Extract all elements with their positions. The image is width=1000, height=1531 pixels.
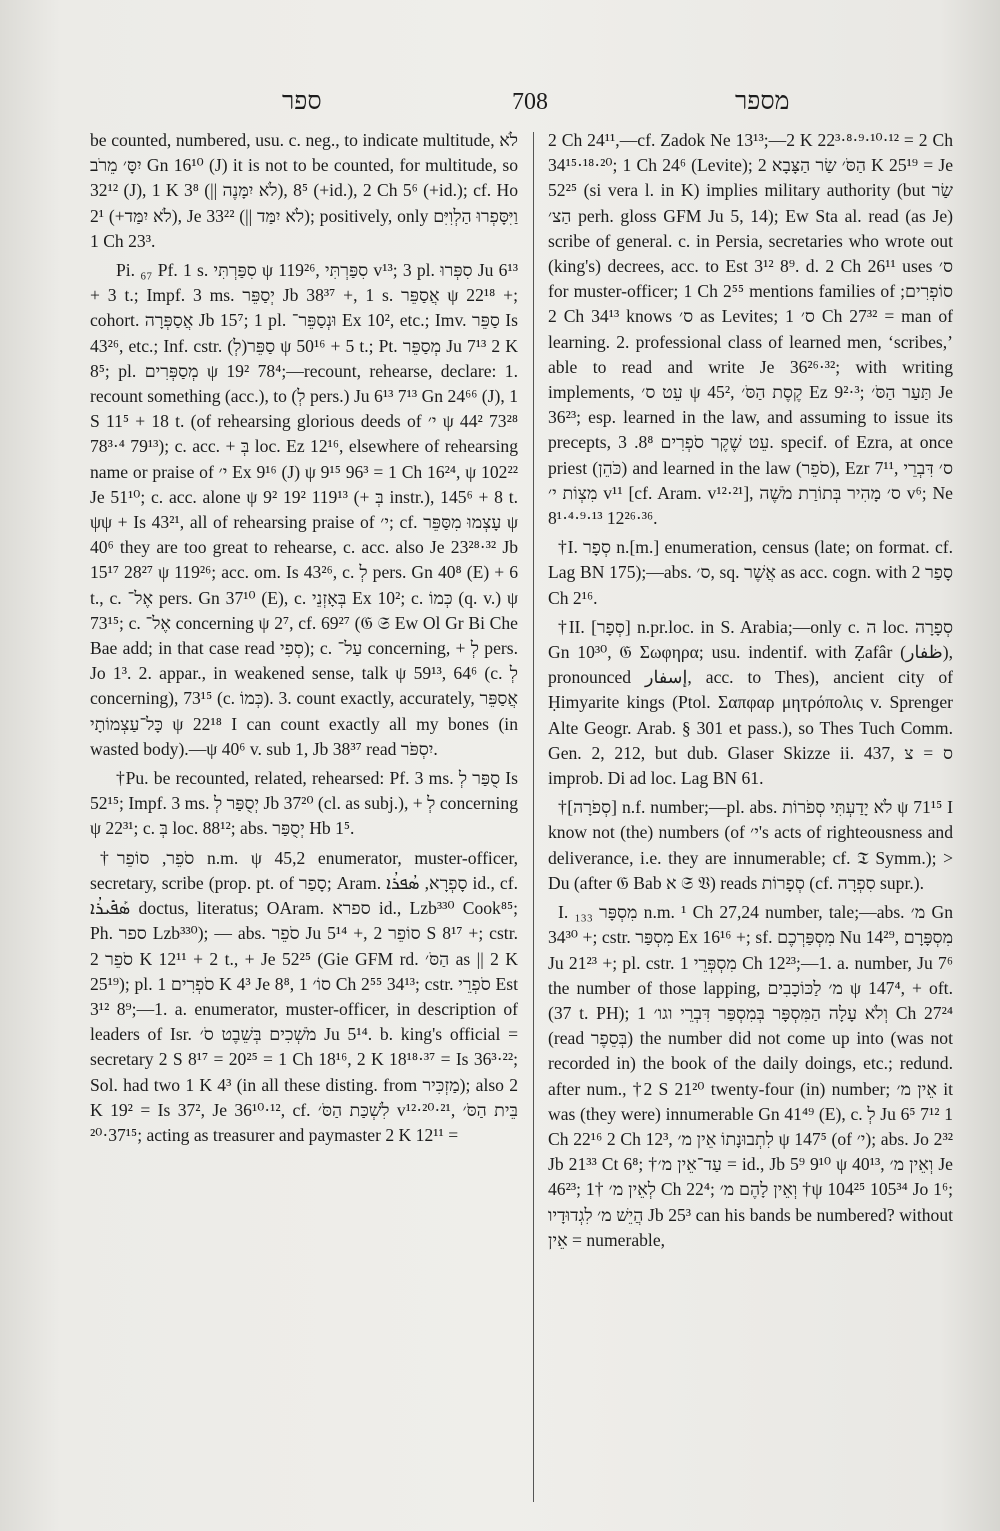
entry-paragraph: †סֹפֵר, סוֹפֵר n.m. ψ 45,2 enumerator, muster-officer, secretary, scribe (prop. pt. of סָפַר; Aram. סָפְרָא, ܣܳܦܪܳܐ id., cf. ܣܰܦܺܝܪܳܐ doctus, literatus; OAram. ספרא id., Lzb³³⁰ Cook⁸⁵; Ph. ספר Lzb³³⁰); — abs. סֹפֵר Ju 5¹⁴ +, סוֹפֵר 2 S 8¹⁷ +; cstr. סֹפֵר 2 K 12¹¹ + 2 t., + Je 52²⁵ (Gie GFM rd. הַסֹּ׳ as || 2 K 25¹⁹); pl. סֹפְרִים 1 K 4³ Je 8⁸, סוֹ׳ 1 Ch 2⁵⁵ 34¹³; cstr. סֹפְרֵי Est 3¹² 8⁹;—1. a. enumerator, muster-officer, in description of leaders of Isr. מֹשְׁכִים בְּשֵׁבֶט סֹ׳ Ju 5¹⁴. b. king's official = secretary 2 S 8¹⁷ = 20²⁵ = 1 Ch 18¹⁶, 2 K 18¹⁸·³⁷ = Is 36³·²²; Sol. had two 1 K 4³ (in all these disting. from מַזְכִּיר); also 2 K 19² = Is 37², Je 36¹⁰·¹², cf. לִשְׁכַּת הַסֹּ׳ v¹²·²⁰·²¹, בֵּית הַסֹּ׳ 37¹⁵·²⁰; acting as treasurer and paymaster 2 K 12¹¹ =	[90, 847, 518, 1145]
entry-paragraph: 2 Ch 24¹¹,—cf. Zadok Ne 13¹³;—2 K 22³·⁸·⁹·¹⁰·¹² = 2 Ch 34¹⁵·¹⁸·²⁰; 1 Ch 24⁶ (Levite); הַסֹּ׳ שַׂר הַצָּבָא 2 K 25¹⁹ = Je 52²⁵ (si vera l. in K) implies military authority (but שַׂר הַצ׳ perh. gloss GFM Ju 5, 14); Ew Sta al. read (as Je) scribe of general. c. in Persia, secretaries who wrote out (king's) decrees, acc. to Est 3¹² 8⁹. d. 2 Ch 26¹¹ uses ס׳ for muster-officer; 1 Ch 2⁵⁵ mentions families of סוֹפְרִים; 2 Ch 34¹³ knows ס׳ as Levites; ס׳ 1 Ch 27³² = man of learning. 2. professional class of learned men, ‘scribes,’ able to read and write Je 36²⁶·³²; with writing implements, עֵט ס׳ ψ 45², קֶסֶת הַסֹּ׳ Ez 9²·³; תַּעַר הַסֹּ׳ Je 36²³; esp. learned in the law, and assuming to issue its precepts, עֵט שֶׁקֶר סֹפְרִים 8⁸. 3. specif. of Ezra, at once priest (כֹּהֵן) and learned in the law (סֹפֵר), Ezr 7¹¹, ס׳ דִּבְרֵי מִצְוֹת י׳ v¹¹ [cf. Aram. v¹²·²¹], ס׳ מָהִיר בְּתוֹרַת מֹשֶׁה v⁶; Ne 8¹·⁴·⁹·¹³ 12²⁶·³⁶.	[548, 130, 953, 529]
column-divider	[533, 132, 534, 1502]
entry-paragraph: †Pu. be recounted, related, rehearsed: Pf. 3 ms. סֻפַּר לְ Is 52¹⁵; Impf. 3 ms. יְסֻפַּר לְ Jb 37²⁰ (cl. as subj.), + לְ concerning ψ 22³¹; c. בְּ loc. 88¹²; abs. יְסֻפַּר Hb 1⁵.	[90, 768, 518, 839]
right-headword: מספר	[735, 88, 790, 115]
page-number: 708	[512, 89, 548, 115]
left-column	[90, 128, 518, 1508]
entry-paragraph: †II. [סְפָר] n.pr.loc. in S. Arabia;—only c. ה loc. סְפָרָה Gn 10³⁰, 𝔊 Σωφηρα; usu. indentif. with Ẓafâr (ظفار), pronounced إسفار, acc. to Thes), ancient city of Ḥimyarite kings (Ptol. Σαπφαρ μητρόπολις v. Sprenger Alte Geogr. Arab. § 301 et pass.), so Thes Tuch Comm. Gen. 2, 212, but dub. Glaser Skizze ii. 437, ס = צ improb. Di ad loc. Lag BN 61.	[548, 616, 953, 789]
entry-paragraph: †[סְפֹרָה] n.f. number;—pl. abs. לֹא יָדַעְתִּי סְפֹרוֹת ψ 71¹⁵ I know not (the) numbers (of י׳'s acts of righteousness and deliverance, i.e. they are innumerable; cf. 𝔗 Symm.); > Du (after 𝔊 Bab א 𝔖 𝔙) reads סְפָרוֹת (cf. סִפְרָה supr.).	[548, 797, 953, 893]
entry-paragraph: Pi. ₆₇ Pf. 1 s. סִפַּרְתִּי ψ 119²⁶, סִפַּרְתִּי v¹³; 3 pl. סִפְּרוּ Ju 6¹³ + 3 t.; Impf. 3 ms. יְסַפֵּר Jb 38³⁷ +, 1 s. אֲסַפֵּר ψ 22¹⁸ +; cohort. אֲסַפְּרָה Jb 15⁷; 1 pl. וּנְסַפֵּר־ Ex 10², etc.; Imv. סַפֵּר Is 43²⁶, etc.; Inf. cstr. (לְ)סַפֵּר ψ 50¹⁶ + 5 t.; Pt. מְסַפֵּר Ju 7¹³ 2 K 8⁵; pl. מְסַפְּרִים ψ 19² 78⁴;—recount, rehearse, declare: 1. recount something (acc.), to (לְ pers.) Ju 6¹³ 7¹³ Gn 24⁶⁶ (J), 1 S 11⁵ + 18 t. (of rehearsing glorious deeds of י׳ ψ 44² 73²⁸ 78³·⁴ 79¹³); c. acc. + בְּ loc. Ez 12¹⁶, elsewhere of rehearsing name or praise of י׳ Ex 9¹⁶ (J) ψ 9¹⁵ 96³ = 1 Ch 16²⁴, ψ 102²² Je 51¹⁰; c. acc. alone ψ 9² 19² 119¹³ (+ בְּ instr.), 145⁶ + 8 t. ψψ + Is 43²¹, all of rehearsing praise of י׳; cf. עָצְמוּ מִסַּפֵּר ψ 40⁶ they are too great to rehearse, c. acc. also Je 23²⁸·³² Jb 15¹⁷ 28²⁷ ψ 119²⁶; acc. om. Is 43²⁶, c. לְ pers. Gn 40⁸ (E) + 6 t., c. אֶל־ pers. Gn 37¹⁰ (E), c. בְּאָזְנֵי Ex 10²; c. כְּמוֹ (q. v.) ψ 73¹⁵; c. אֶל־ concerning ψ 2⁷, cf. 69²⁷ (𝔊 𝔖 Ew Ol Gr Bi Che Bae add; in that case read סְפִי); c. עַל־ concerning, + לְ pers. Jo 1³. 2. appar., in weakened sense, talk ψ 59¹³, 64⁶ (c. לְ concerning), 73¹⁵ (c. כְּמוֹ). 3. count exactly, accurately, אֲסַפֵּר כָּל־עַצְמוֹתָי ψ 22¹⁸ I can count exactly all my bones (in wasted body).—ψ 40⁶ v. sub 1, Jb 38³⁷ read יִסְפֹּר.	[90, 260, 518, 759]
running-head	[0, 86, 1000, 126]
entry-paragraph: †I. סְפָר n.[m.] enumeration, census (late; on format. cf. Lag BN 175);—abs. ס׳, sq. אֲשֶׁר as acc. cogn. with סָפַר 2 Ch 2¹⁶.	[548, 537, 953, 608]
right-column	[548, 128, 953, 1508]
entry-paragraph: I. מִסְפָּר ₁₃₃ n.m. ¹ Ch 27,24 number, tale;—abs. מ׳ Gn 34³⁰ +; cstr. מִסְפַּר Ex 16¹⁶ +; sf. מִסְפַּרְכֶם Nu 14²⁹, מִסְפָּרָם Ju 21²³ +; pl. cstr. מִסְפְּרֵי 1 Ch 12²³;—1. a. number, Ju 7⁶ the number of those lapping, מ׳ לַכּוֹכָבִים ψ 147⁴, + oft. (37 t. PH); וְלֹא עָלָה הַמִּסְפָּר בְּמִסְפַּר דִּבְרֵי וגו׳ 1 Ch 27²⁴ (read בְּסֵפֶר) the number did not come up into (was not recorded in) the book of the daily doings, etc.; redund. after num., †2 S 21²⁰ twenty-four (in) number; אֵין מ׳ it was (they were) innumerable Gn 41⁴⁹ (E), c. לְ Ju 6⁵ 7¹² 1 Ch 22¹⁶ 2 Ch 12³, לִתְבוּנָתוֹ אֵין מ׳ ψ 147⁵ (of י׳); abs. Jo 2³² Jb 21³³ Ct 6⁸; †עַד־אֵין מ׳ = id., Jb 5⁹ 9¹⁰ ψ 40¹³, וְאֵין מ׳ Je 46²³; לְאֵין מ׳ †1 Ch 22⁴; וְאֵין לָהֶם מ׳ †ψ 104²⁵ 105³⁴ Jo 1⁶; הֲיֵשׁ מ׳ לִגְדוּדָיו Jb 25³ can his bands be numbered? without אֵין = numerable,	[548, 902, 953, 1250]
entry-paragraph: be counted, numbered, usu. c. neg., to indicate multitude, לֹא יִסָּ׳ מֵרֹב Gn 16¹⁰ (J) it is not to be counted, for multitude, so 32¹² (J), 1 K 3⁸ (|| לֹא יִמָּנֶה), 8⁵ (+id.), 2 Ch 5⁶ (+id.); cf. Ho 2¹ (+לֹא יִמַּד), Je 33²² (|| לֹא יִמַּד); positively, only וַיִּסָּפְרוּ הַלְוִיִּם 1 Ch 23³.	[90, 130, 518, 251]
left-headword: ספר	[282, 88, 322, 115]
